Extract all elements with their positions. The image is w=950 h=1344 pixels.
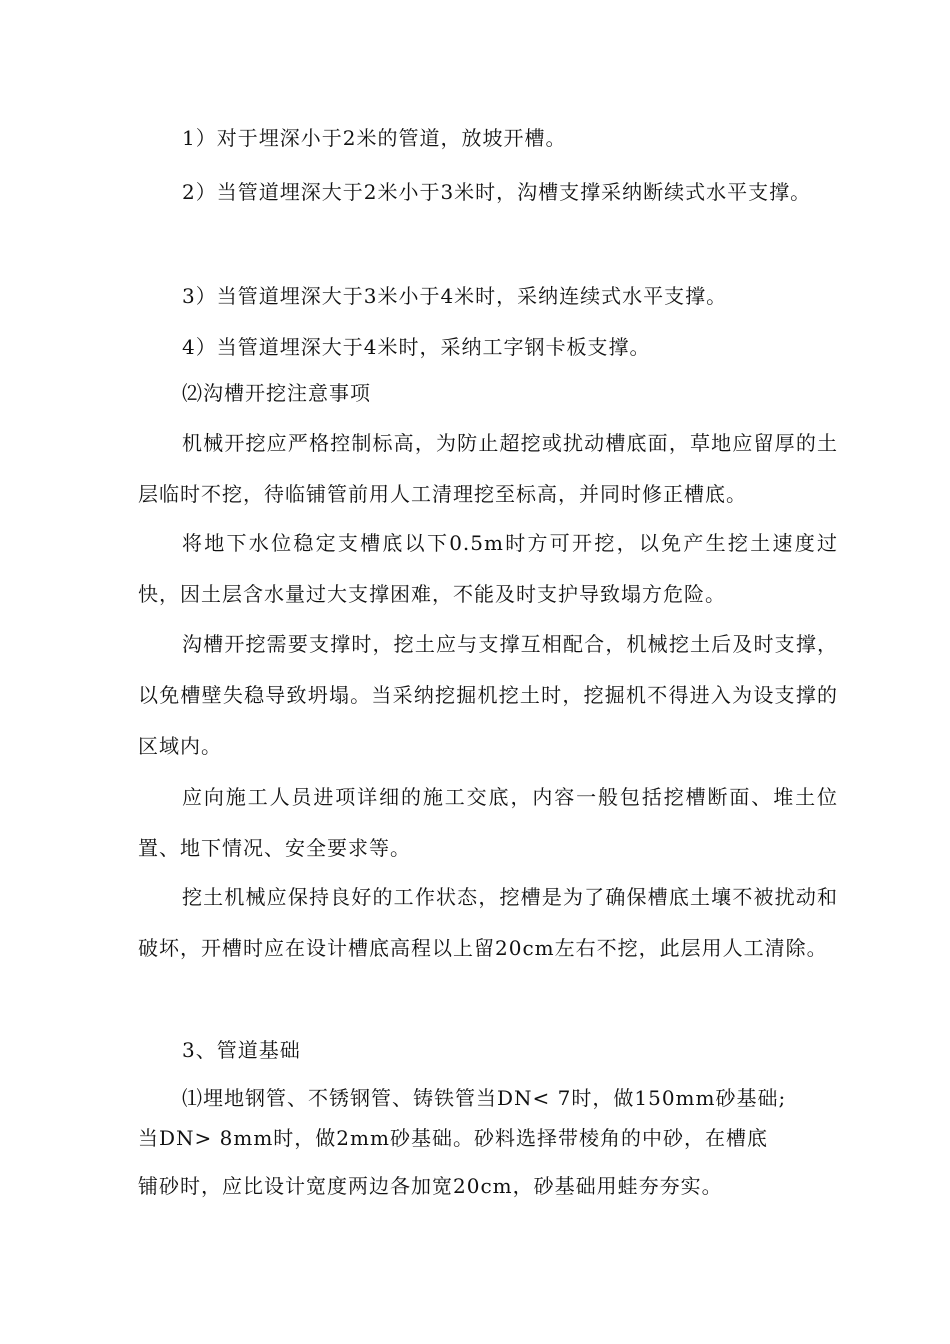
paragraph-briefing: 应向施工人员进项详细的施工交底，内容一般包括挖槽断面、堆土位置、地下情况、安全要求等。 — [138, 785, 838, 860]
paragraph-item-3: 3）当管道埋深大于3米小于4米时，采纳连续式水平支撑。 — [182, 284, 728, 308]
foundation-line-1: ⑴埋地钢管、不锈钢管、铸铁管当DN< 7时，做150mm砂基础; — [182, 1086, 787, 1110]
paragraph-item-4: 4）当管道埋深大于4米时，采纳工字钢卡板支撑。 — [182, 335, 651, 359]
paragraph-item-2: 2）当管道埋深大于2米小于3米时，沟槽支撑采纳断续式水平支撑。 — [182, 180, 812, 204]
paragraph-machinery: 挖土机械应保持良好的工作状态，挖槽是为了确保槽底土壤不被扰动和破坏，开槽时应在设计槽底高程以上留20cm左右不挖，此层用人工清除。 — [138, 885, 838, 960]
foundation-line-2: 当DN> 8mm时，做2mm砂基础。砂料选择带棱角的中砂，在槽底 — [138, 1126, 768, 1150]
paragraph-support: 沟槽开挖需要支撑时，挖土应与支撑互相配合，机械挖土后及时支撑，以免槽壁失稳导致坍塌。当采纳挖掘机挖土时，挖掘机不得进入为设支撑的区域内。 — [138, 632, 838, 758]
foundation-line-3: 铺砂时，应比设计宽度两边各加宽20cm，砂基础用蛙夯夯实。 — [138, 1174, 723, 1198]
paragraph-mechanical-excavation: 机械开挖应严格控制标高，为防止超挖或扰动槽底面，草地应留厚的土层临时不挖，待临铺管前用人工清理挖至标高，并同时修正槽底。 — [138, 431, 838, 506]
paragraph-item-1: 1）对于埋深小于2米的管道，放坡开槽。 — [182, 126, 567, 150]
paragraph-groundwater: 将地下水位稳定支槽底以下0.5m时方可开挖，以免产生挖土速度过快，因土层含水量过大支撑困难，不能及时支护导致塌方危险。 — [138, 531, 838, 606]
section-heading-pipe-foundation: 3、管道基础 — [182, 1038, 301, 1062]
section-heading-trench-notes: ⑵沟槽开挖注意事项 — [182, 381, 371, 405]
